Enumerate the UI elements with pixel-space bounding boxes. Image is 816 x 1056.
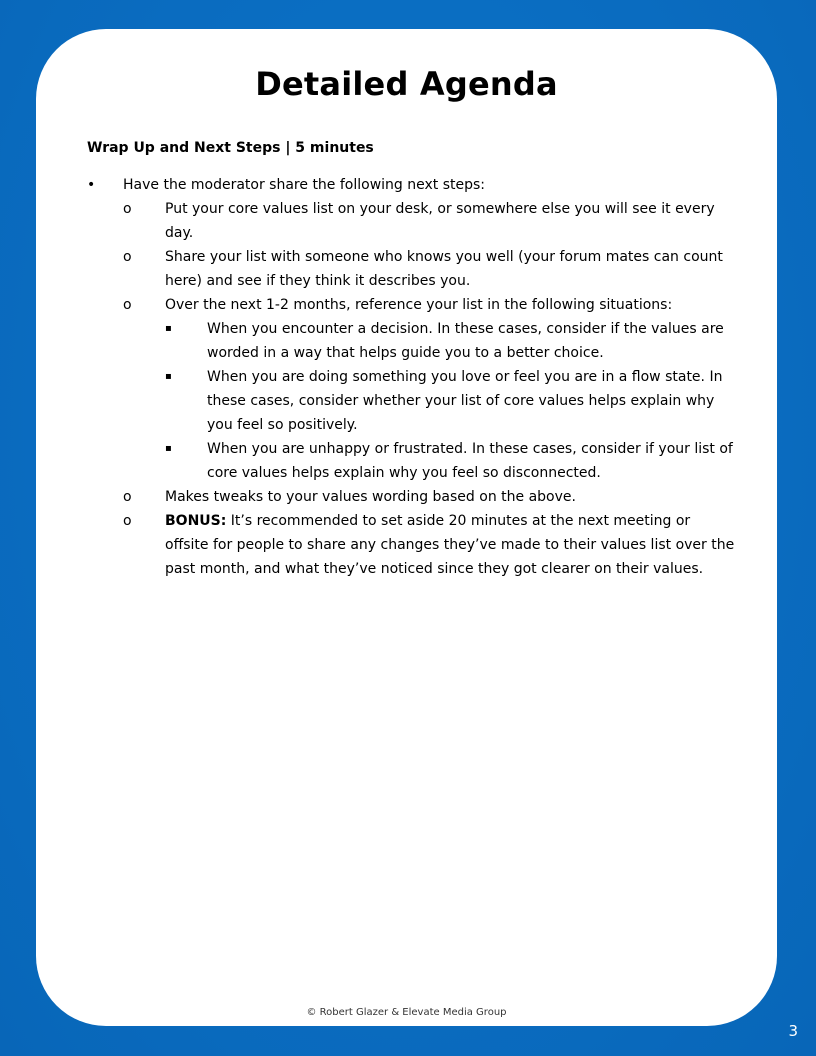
list-item (123, 197, 737, 245)
list-item (123, 509, 737, 581)
list-item (123, 485, 737, 509)
sub-marker: o (123, 489, 132, 505)
step-text: Share your list with someone who knows you well (your forum mates can count here) and see if they think it describes you. (165, 249, 723, 289)
situation-text: When you are doing something you love or feel you are in a flow state. In these cases, consider whether your list of core values helps explain why you feel so positively. (207, 369, 723, 433)
agenda-list (87, 173, 737, 581)
bullet-marker: • (87, 177, 96, 193)
step-text: Put your core values list on your desk, or somewhere else you will see it every day. (165, 201, 715, 241)
list-item (123, 245, 737, 293)
list-item (165, 365, 737, 437)
sub-marker: o (123, 201, 132, 217)
situation-text: When you are unhappy or frustrated. In these cases, consider if your list of core values helps explain why you feel so disconnected. (207, 441, 733, 481)
copyright-footer: © Robert Glazer & Elevate Media Group (306, 1007, 507, 1018)
page-title: Detailed Agenda (255, 65, 558, 103)
page-number: 3 (788, 1022, 798, 1040)
sub-marker: o (123, 249, 132, 265)
agenda-content (87, 173, 737, 581)
list-item (123, 293, 737, 485)
list-item (165, 317, 737, 365)
subsub-marker: ▪ (165, 323, 172, 334)
section-heading: Wrap Up and Next Steps | 5 minutes (87, 140, 374, 156)
situations-list (165, 317, 737, 485)
subsub-marker: ▪ (165, 371, 172, 382)
step-text: Over the next 1-2 months, reference your list in the following situations: (165, 297, 673, 313)
list-item (87, 173, 737, 581)
page-card (36, 29, 777, 1026)
steps-list (123, 197, 737, 581)
bonus-text: It’s recommended to set aside 20 minutes at the next meeting or offsite for people to share any changes they’ve made to their values list over the past month, and what they’ve noticed since they got clearer on their values. (165, 513, 735, 577)
sub-marker: o (123, 513, 132, 529)
situation-text: When you encounter a decision. In these cases, consider if the values are worded in a way that helps guide you to a better choice. (207, 321, 724, 361)
list-item (165, 437, 737, 485)
tweak-step-text: Makes tweaks to your values wording based on the above. (165, 489, 576, 505)
subsub-marker: ▪ (165, 443, 172, 454)
intro-text: Have the moderator share the following next steps: (123, 177, 486, 193)
sub-marker: o (123, 297, 132, 313)
bonus-label: BONUS: (165, 513, 227, 529)
